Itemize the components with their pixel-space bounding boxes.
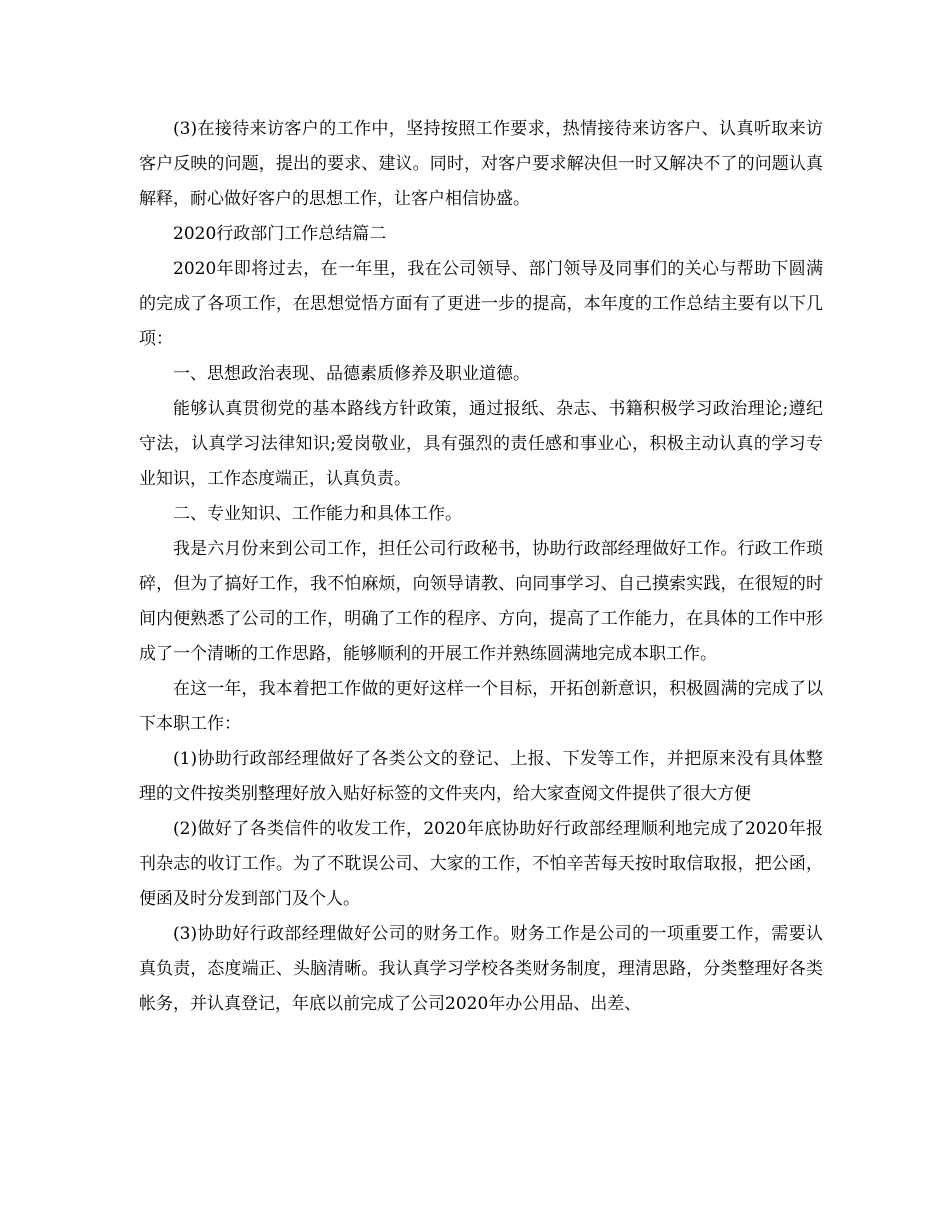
list-item-mail: (2)做好了各类信件的收发工作，2020年底协助好行政部经理顺利地完成了2020年报刊杂志的收订工作。为了不耽误公司、大家的工作，不怕辛苦每天按时取信取报，把公函，便函及时分发到部门及个人。	[139, 819, 823, 909]
paragraph-client-reception: (3)在接待来访客户的工作中，坚持按照工作要求，热情接待来访客户、认真听取来访客户反映的问题，提出的要求、建议。同时，对客户要求解决但一时又解决不了的问题认真解释，耐心做好客户的思想工作，让客户相信协盛。	[139, 119, 823, 209]
section-heading: 2020行政部门工作总结篇二	[173, 224, 387, 244]
paragraph-professional-work: 我是六月份来到公司工作，担任公司行政秘书，协助行政部经理做好工作。行政工作琐碎，但为了搞好工作，我不怕麻烦，向领导请教、向同事学习、自己摸索实践，在很短的时间内便熟悉了公司的工作，明确了工作的程序、方向，提高了工作能力，在具体的工作中形成了一个清晰的工作思路，能够顺利的开展工作并熟练圆满地完成本职工作。	[139, 539, 823, 664]
subheading-political-performance: 一、思想政治表现、品德素质修养及职业道德。	[173, 364, 530, 384]
paragraph-goals: 在这一年，我本着把工作做的更好这样一个目标，开拓创新意识，积极圆满的完成了以下本职工作：	[139, 679, 823, 734]
paragraph-intro: 2020年即将过去，在一年里，我在公司领导、部门领导及同事们的关心与帮助下圆满的完成了各项工作，在思想觉悟方面有了更进一步的提高，本年度的工作总结主要有以下几项：	[139, 259, 823, 349]
list-item-finance: (3)协助好行政部经理做好公司的财务工作。财务工作是公司的一项重要工作，需要认真负责，态度端正、头脑清晰。我认真学习学校各类财务制度，理清思路，分类整理好各类帐务，并认真登记，年底以前完成了公司2020年办公用品、出差、	[139, 924, 823, 1014]
subheading-professional-work: 二、专业知识、工作能力和具体工作。	[173, 504, 462, 524]
document-page	[139, 112, 823, 1022]
list-item-documents: (1)协助行政部经理做好了各类公文的登记、上报、下发等工作，并把原来没有具体整理的文件按类别整理好放入贴好标签的文件夹内，给大家查阅文件提供了很大方便	[139, 749, 823, 804]
paragraph-political-performance: 能够认真贯彻党的基本路线方针政策，通过报纸、杂志、书籍积极学习政治理论;遵纪守法，认真学习法律知识;爱岗敬业，具有强烈的责任感和事业心，积极主动认真的学习专业知识，工作态度端正，认真负责。	[139, 399, 823, 489]
